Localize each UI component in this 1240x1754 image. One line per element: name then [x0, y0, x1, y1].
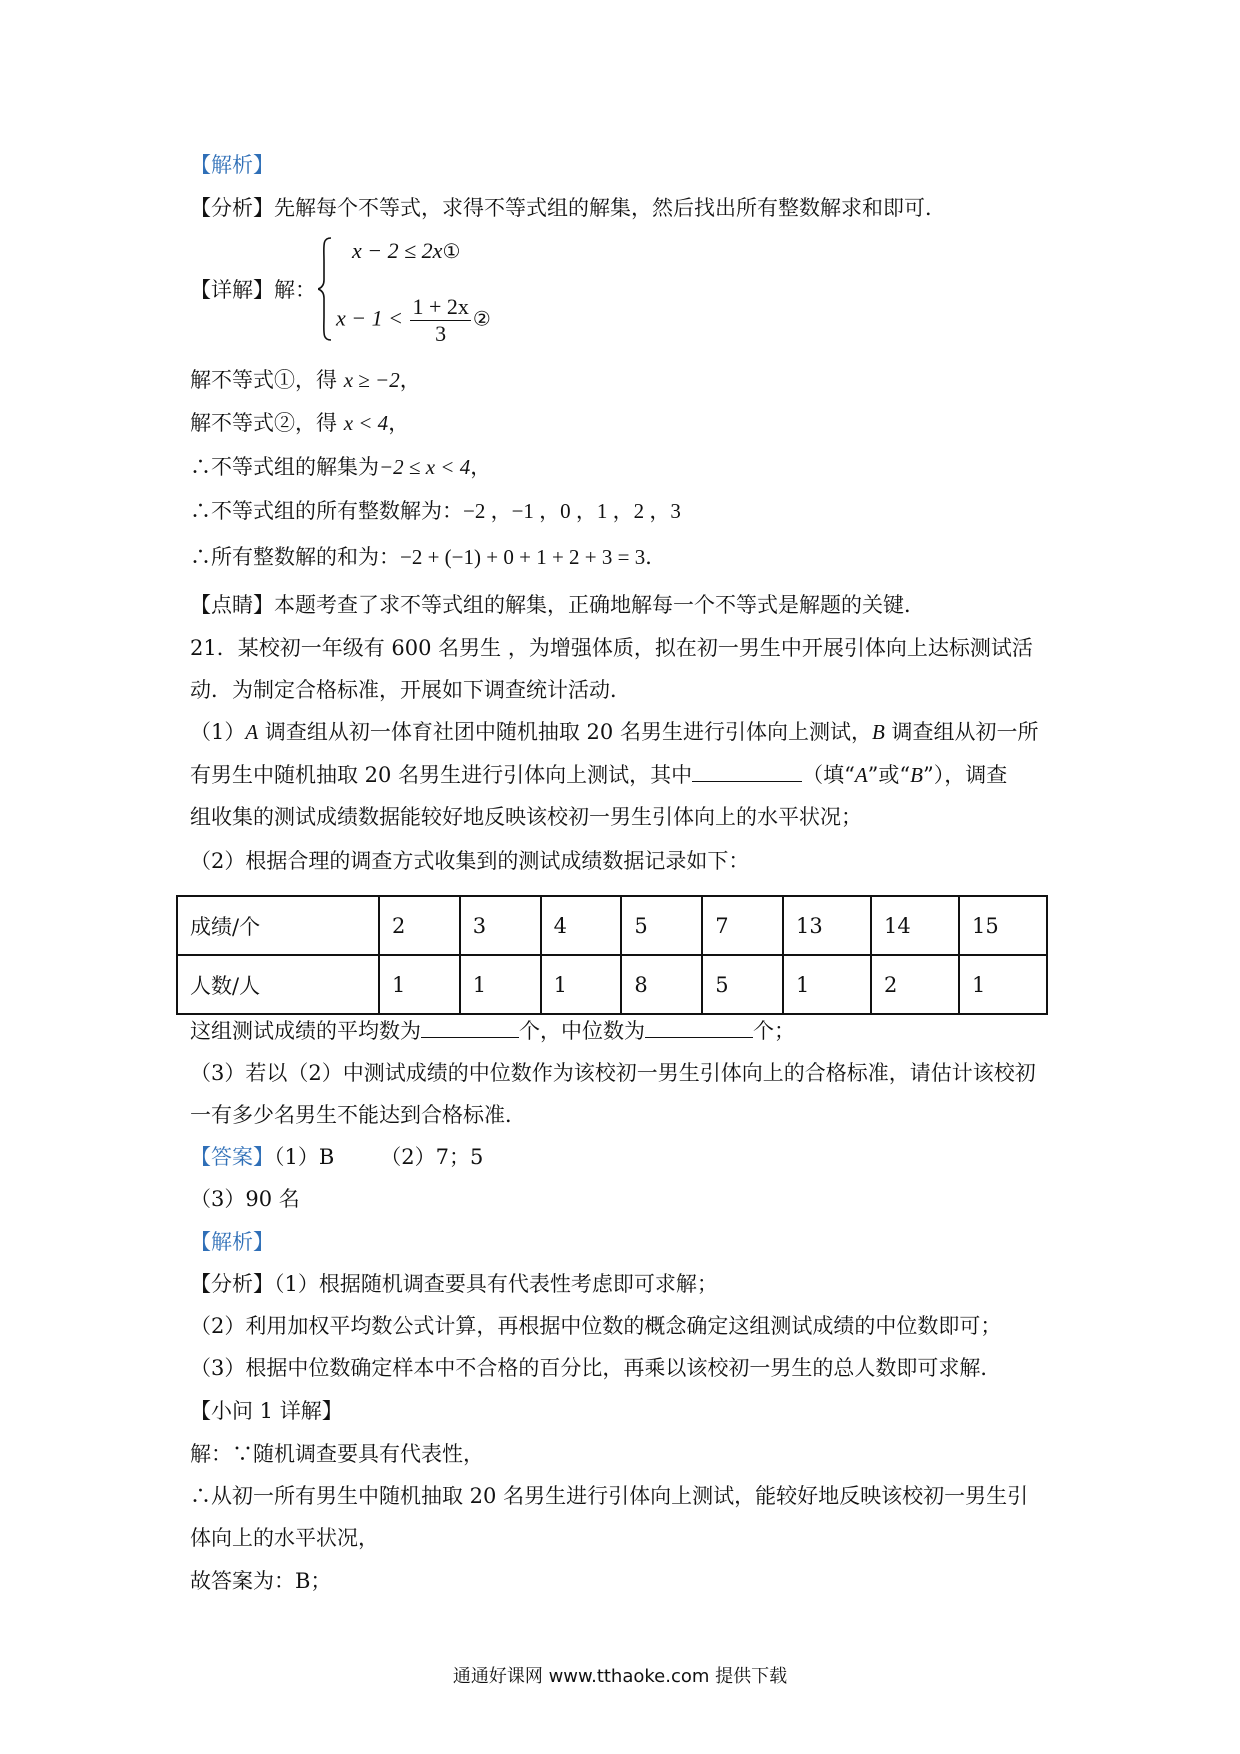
inequality-system — [318, 236, 518, 346]
part-1-or: ”或“ — [867, 763, 911, 787]
inequality-1-expr: x − 2 ≤ 2x — [352, 238, 443, 263]
remark-label: 【点睛】 — [190, 593, 274, 617]
part-1-line-3: 组收集的测试成绩数据能较好地反映该校初一男生引体向上的水平状况； — [190, 805, 862, 829]
analysis-label: 【分析】 — [190, 196, 274, 220]
table-cell: 1 — [460, 955, 541, 1014]
analysis-2-item-2: （2）利用加权平均数公式计算，再根据中位数的概念确定这组测试成绩的中位数即可； — [190, 1314, 1002, 1338]
remark-line — [190, 590, 925, 620]
table-cell: 8 — [621, 955, 702, 1014]
step-2 — [190, 408, 409, 438]
step-4-math: −2 ，−1 ，0 ，1 ，2 ，3 — [463, 499, 681, 523]
step-1-text: 解不等式①，得 — [190, 368, 344, 392]
group-b-letter: B — [871, 720, 885, 744]
step-3-math: −2 ≤ x < 4 — [379, 455, 471, 479]
table-row — [177, 955, 1047, 1014]
sub-question-1-heading: 【小问 1 详解】 — [190, 1399, 343, 1423]
table-header-cell: 成绩/个 — [177, 896, 379, 955]
table-cell: 2 — [871, 955, 959, 1014]
inequality-2-left: x − 1 < — [336, 305, 403, 331]
detail-line — [190, 275, 316, 305]
answer-line — [190, 1142, 483, 1172]
analysis-2-item-1: （1）根据随机调查要具有代表性考虑即可求解； — [274, 1272, 718, 1296]
table-cell: 5 — [621, 896, 702, 955]
jiexi-heading: 【解析】 — [190, 153, 274, 177]
table-header-cell: 人数/人 — [177, 955, 379, 1014]
fraction-denominator: 3 — [435, 321, 447, 346]
table-cell: 15 — [959, 896, 1047, 955]
analysis-line — [190, 193, 946, 223]
step-5-punct: ． — [645, 545, 667, 569]
part-1-paren-close: ”），调查 — [922, 763, 1008, 787]
step-3-text: ∴不等式组的解集为 — [190, 455, 379, 479]
inequality-1-tag: ① — [442, 239, 461, 263]
table-row — [177, 896, 1047, 955]
table-cell: 13 — [783, 896, 871, 955]
scores-table — [176, 895, 1048, 1015]
answer-part-1: （1）B — [274, 1145, 335, 1169]
part-1-text-a: 调查组从初一体育社团中随机抽取 20 名男生进行引体向上测试， — [258, 720, 872, 744]
part-1-line-1 — [190, 717, 1038, 747]
answer-part-3: （3）90 名 — [190, 1187, 300, 1211]
inequality-2 — [336, 294, 491, 347]
step-2-math: x < 4 — [343, 411, 389, 435]
remark-text: 本题考查了求不等式组的解集，正确地解每一个不等式是解题的关键． — [274, 593, 925, 617]
step-2-text: 解不等式②，得 — [190, 411, 344, 435]
answer-blank-1 — [692, 761, 802, 782]
inequality-1 — [352, 238, 460, 264]
table-cell: 4 — [541, 896, 622, 955]
solution-line-2: ∴从初一所有男生中随机抽取 20 名男生进行引体向上测试，能较好地反映该校初一男生引 — [190, 1484, 1029, 1508]
detail-label: 【详解】 — [190, 278, 274, 302]
solution-line-3: 体向上的水平状况， — [190, 1526, 379, 1550]
table-cell: 2 — [379, 896, 460, 955]
answer-blank-median — [645, 1017, 753, 1038]
part-1-line-2-text: 有男生中随机抽取 20 名男生进行引体向上测试，其中 — [190, 763, 693, 787]
analysis-2-line-1 — [190, 1269, 718, 1299]
table-cell: 1 — [783, 955, 871, 1014]
step-3 — [190, 452, 491, 482]
group-a-letter: A — [245, 720, 259, 744]
analysis-2-item-3: （3）根据中位数确定样本中不合格的百分比，再乘以该校初一男生的总人数即可求解． — [190, 1356, 1002, 1380]
part-1-text-b: 调查组从初一所 — [884, 720, 1039, 744]
part-1-number: （1） — [190, 720, 246, 744]
step-2-punct: ， — [388, 411, 410, 435]
answer-part-2: （2）7；5 — [380, 1145, 484, 1169]
question-21-line-2: 动．为制定合格标准，开展如下调查统计活动． — [190, 678, 631, 702]
after-table-end: 个； — [753, 1019, 795, 1043]
step-1 — [190, 365, 421, 395]
option-b-letter: B — [910, 763, 923, 787]
table-cell: 1 — [379, 955, 460, 1014]
after-table-line — [190, 1016, 795, 1046]
answer-label: 【答案】 — [190, 1145, 274, 1169]
page-footer: 通通好课网 www.tthaoke.com 提供下载 — [452, 1666, 788, 1687]
step-4 — [190, 496, 681, 526]
analysis-text: 先解每个不等式，求得不等式组的解集，然后找出所有整数解求和即可． — [274, 196, 946, 220]
fraction-numerator: 1 + 2x — [412, 294, 469, 319]
step-1-punct: ， — [399, 368, 421, 392]
median-prompt: 个，中位数为 — [519, 1019, 645, 1043]
solution-line-1: 解：∵随机调查要具有代表性， — [190, 1442, 484, 1466]
part-2-line: （2）根据合理的调查方式收集到的测试成绩数据记录如下： — [190, 849, 750, 873]
step-4-text: ∴不等式组的所有整数解为： — [190, 499, 463, 523]
analysis-2-label: 【分析】 — [190, 1272, 274, 1296]
step-5-text: ∴所有整数解的和为： — [190, 545, 400, 569]
step-5-math: −2 + (−1) + 0 + 1 + 2 + 3 = 3 — [400, 545, 646, 569]
part-1-paren-open: （填“ — [802, 763, 855, 787]
part-3-line-2: 一有多少名男生不能达到合格标准． — [190, 1103, 526, 1127]
option-a-letter: A — [854, 763, 868, 787]
part-1-line-2 — [190, 760, 1007, 790]
step-1-math: x ≥ −2 — [343, 368, 400, 392]
inequality-2-tag: ② — [472, 306, 491, 331]
question-21-line-1: 21．某校初一年级有 600 名男生 ，为增强体质，拟在初一男生中开展引体向上达标测试活 — [190, 636, 1033, 660]
part-3-line-1: （3）若以（2）中测试成绩的中位数作为该校初一男生引体向上的合格标准，请估计该校初 — [190, 1061, 1036, 1085]
fraction — [410, 294, 470, 347]
table-cell: 1 — [959, 955, 1047, 1014]
table-cell: 14 — [871, 896, 959, 955]
step-5 — [190, 542, 666, 572]
solution-line-4: 故答案为：B； — [190, 1569, 332, 1593]
jiexi-heading-2: 【解析】 — [190, 1230, 274, 1254]
table-cell: 5 — [702, 955, 783, 1014]
table-cell: 1 — [541, 955, 622, 1014]
table-cell: 7 — [702, 896, 783, 955]
answer-blank-mean — [421, 1017, 519, 1038]
table-cell: 3 — [460, 896, 541, 955]
left-brace-icon — [318, 236, 332, 342]
detail-text: 解： — [274, 278, 316, 302]
step-3-punct: ， — [470, 455, 492, 479]
mean-prompt: 这组测试成绩的平均数为 — [190, 1019, 421, 1043]
